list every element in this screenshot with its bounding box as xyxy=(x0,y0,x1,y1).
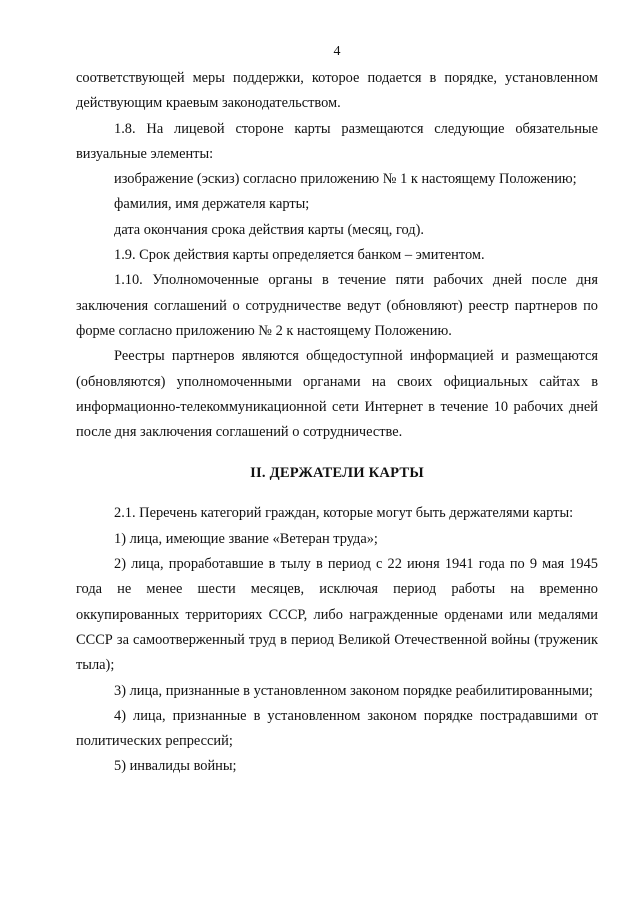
list-item-4: 4) лица, признанные в установленном законом порядке пострадавшими от политических репрессий; xyxy=(76,707,598,750)
paragraph-registries: Реестры партнеров являются общедоступной информацией и размещаются (обновляются) уполномоченными органами на своих официальных сайтах в информационно-телекоммуникационной сети Интернет в течение 10 рабочих дней после дня заключения соглашений о сотрудничестве. xyxy=(76,348,598,441)
list-item-5: 5) инвалиды войны; xyxy=(114,758,237,775)
list-item-3: 3) лица, признанные в установленном законом порядке реабилитированными; xyxy=(114,682,593,699)
spacer xyxy=(76,486,598,501)
list-item-1: 1) лица, имеющие звание «Ветеран труда»; xyxy=(114,530,378,547)
paragraph-continuation: соответствующей меры поддержки, которое подается в порядке, установленном действующим краевым законодательством. xyxy=(76,70,598,112)
paragraph-name-item: фамилия, имя держателя карты; xyxy=(114,196,310,213)
paragraph-expiry-item: дата окончания срока действия карты (месяц, год). xyxy=(114,221,425,238)
section-heading: II. ДЕРЖАТЕЛИ КАРТЫ xyxy=(250,465,424,482)
paragraph-1-10: 1.10. Уполномоченные органы в течение пяти рабочих дней после дня заключения соглашений о сотрудничестве ведут (обновляют) реестр партнеров по форме согласно приложению № 2 к настоящему Положению. xyxy=(76,272,598,339)
spacer xyxy=(76,445,598,461)
paragraph-image-item: изображение (эскиз) согласно приложению № 1 к настоящему Положению; xyxy=(114,171,577,188)
paragraph-2-1: 2.1. Перечень категорий граждан, которые могут быть держателями карты: xyxy=(114,505,574,522)
document-page xyxy=(76,44,598,780)
paragraph-1-9: 1.9. Срок действия карты определяется банком – эмитентом. xyxy=(114,247,485,264)
paragraph-1-8: 1.8. На лицевой стороне карты размещаются следующие обязательные визуальные элементы: xyxy=(76,120,598,162)
page-number: 4 xyxy=(333,44,341,59)
list-item-2: 2) лица, проработавшие в тылу в период с 22 июня 1941 года по 9 мая 1945 года не менее шести месяцев, исключая период работы на временно оккупированных территориях СССР, либо награжденные орденами или медалями СССР за самоотверженный труд в период Великой Отечественной войны (труженик тыла); xyxy=(76,556,598,674)
